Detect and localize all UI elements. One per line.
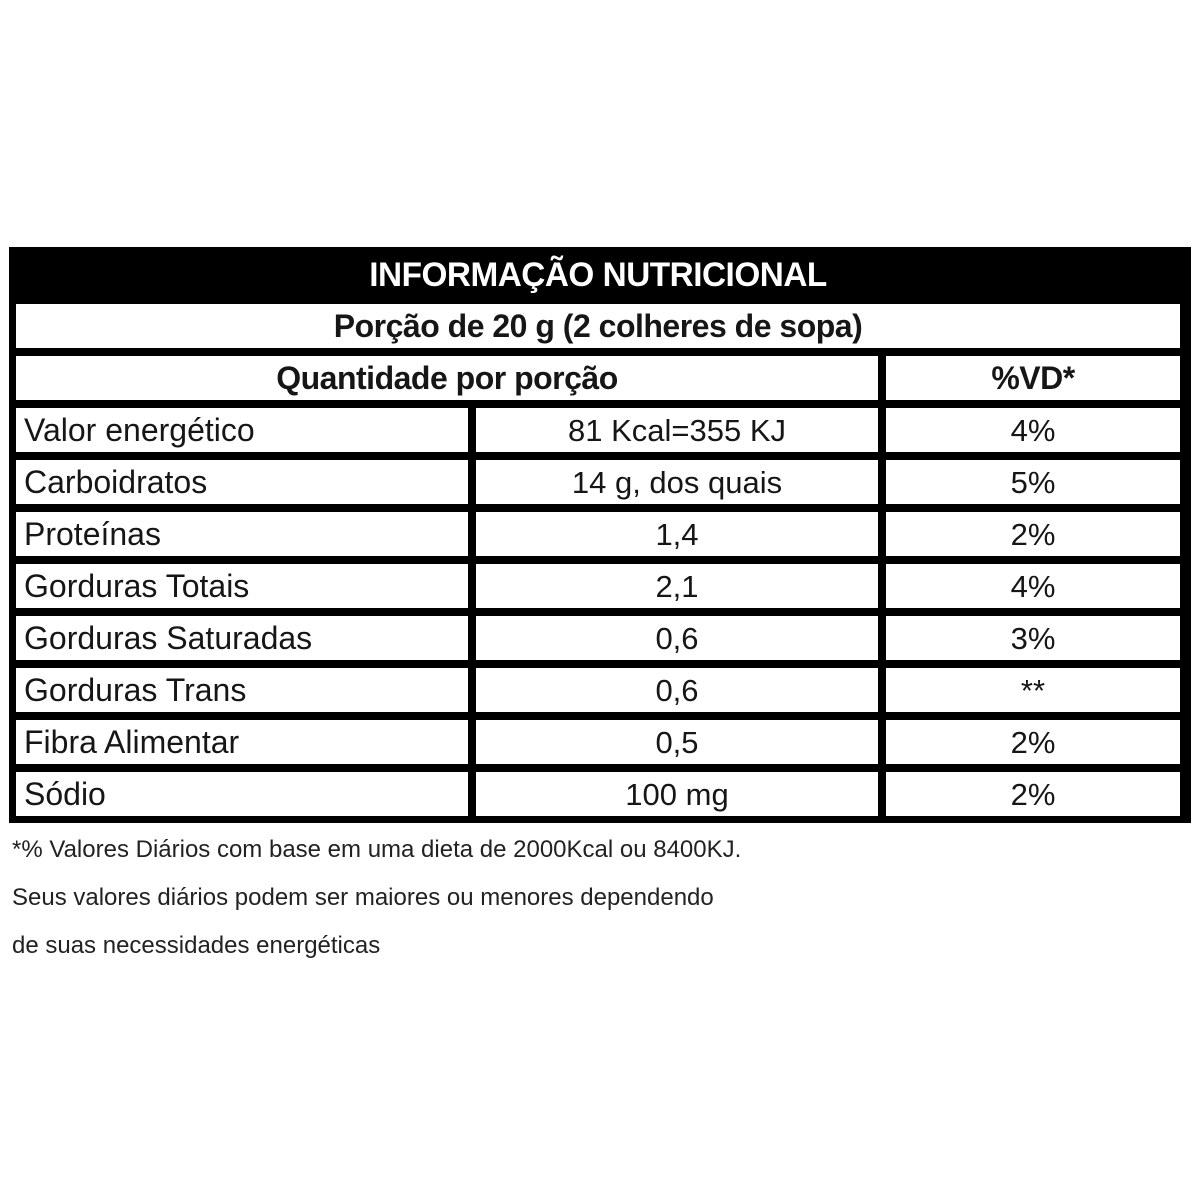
portion-row: Porção de 20 g (2 colheres de sopa) (16, 304, 1180, 348)
row-value-proteinas: 1,4 (476, 512, 878, 556)
row-dv-gorduras-totais: 4% (886, 564, 1180, 608)
nutrition-table (9, 247, 1191, 823)
row-value-gorduras-trans: 0,6 (476, 668, 878, 712)
row-dv-valor-energetico: 4% (886, 408, 1180, 452)
column-header-dv: %VD* (886, 356, 1180, 400)
row-dv-carboidratos: 5% (886, 460, 1180, 504)
footnote-line-3: de suas necessidades energéticas (12, 932, 381, 959)
footnote-line-1: *% Valores Diários com base em uma dieta de 2000Kcal ou 8400KJ. (12, 836, 742, 863)
row-value-gorduras-totais: 2,1 (476, 564, 878, 608)
row-value-carboidratos: 14 g, dos quais (476, 460, 878, 504)
row-label-gorduras-totais: Gorduras Totais (16, 564, 468, 608)
footnotes (12, 838, 1012, 982)
row-dv-gorduras-trans: ** (886, 668, 1180, 712)
row-label-gorduras-trans: Gorduras Trans (16, 668, 468, 712)
footnote-line-2: Seus valores diários podem ser maiores ou menores dependendo (12, 884, 714, 911)
row-value-sodio: 100 mg (476, 772, 878, 816)
row-label-valor-energetico: Valor energético (16, 408, 468, 452)
row-dv-gorduras-saturadas: 3% (886, 616, 1180, 660)
row-value-fibra-alimentar: 0,5 (476, 720, 878, 764)
row-dv-fibra-alimentar: 2% (886, 720, 1180, 764)
column-header-quantity: Quantidade por porção (16, 356, 878, 400)
row-value-gorduras-saturadas: 0,6 (476, 616, 878, 660)
row-dv-sodio: 2% (886, 772, 1180, 816)
row-label-sodio: Sódio (16, 772, 468, 816)
row-label-proteinas: Proteínas (16, 512, 468, 556)
row-label-gorduras-saturadas: Gorduras Saturadas (16, 616, 468, 660)
row-label-fibra-alimentar: Fibra Alimentar (16, 720, 468, 764)
row-dv-proteinas: 2% (886, 512, 1180, 556)
row-value-valor-energetico: 81 Kcal=355 KJ (476, 408, 878, 452)
table-title: INFORMAÇÃO NUTRICIONAL (28, 254, 1169, 296)
row-label-carboidratos: Carboidratos (16, 460, 468, 504)
